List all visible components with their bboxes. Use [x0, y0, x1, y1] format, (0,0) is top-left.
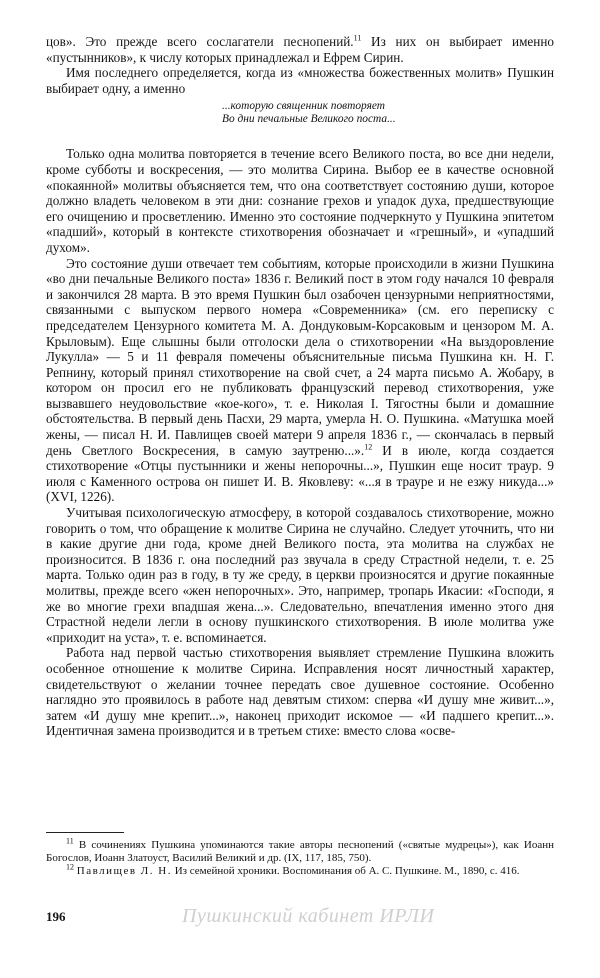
paragraph: [46, 256, 554, 506]
footnote-ref-12[interactable]: 12: [364, 442, 373, 452]
paragraph: Учитывая психологическую атмосферу, в которой создавалось стихотворение, можно говорить о том, что обращение к молитве Сирина не случайно. Следует уточнить, что ни в какие другие дни года, кроме дней Великого поста, эта молитва на службах не произносится. В 1836 г. она последний раз звучала в среду Страстной недели, т. е. 25 марта. Только один раз в году, в ту же среду, в церкви произносятся и другие покаянные молитвы, прежде всего «жен непорочных». Это, например, тропарь Икасии: «Господи, я же во многие грехи впадшая жена...». Следовательно, впечатления именно этого дня Страстной недели легли в основу пушкинского стихотворения. В июле молитва уже «приходит на уста», т. е. вспоминается.: [46, 505, 554, 645]
footnote-author: Павлищев Л. Н.: [76, 865, 172, 877]
paragraph-text: цов». Это прежде всего сослагатели песнопений.: [46, 34, 354, 49]
footnotes: [46, 836, 555, 878]
page-number: 196: [46, 909, 66, 924]
footnote-text: В сочинениях Пушкина упоминаются такие авторы песнопений («святые мудрецы»), как Иоанн Богослов, Иоанн Златоуст, Василий Великий и др. (IX, 117, 185, 750).: [46, 839, 555, 864]
footnote-text: Из семейной хроники. Воспоминания об А. С. Пушкине. М., 1890, с. 416.: [174, 865, 520, 877]
paragraph-text: И в июле, когда создается стихотворение «Отцы пустынники и жены непорочны...», Пушкин еще носит траур. 9 июля с Каменного острова он пишет И. В. Яковлеву: «...я в трауре и не езжу никуда...» (XVI, 1226).: [46, 442, 555, 505]
body-text: [46, 34, 554, 739]
paragraph: Имя последнего определяется, когда из «множества божественных молитв» Пушкин выбирает одну, а именно: [46, 65, 554, 96]
paragraph: Работа над первой частью стихотворения выявляет стремление Пушкина вложить особенное отношение к молитве Сирина. Исправления носят личностный характер, свидетельствуют о желании точнее передать свое душевное состояние. Особенно наглядно это проявилось в работе над девятым стихом: сперва «И душу мне живит...», затем «И душу мне крепит...», наконец приходит искомое — «И падшего крепит...». Идентичная замена производится и в третьем стихе: вместо слова «осве-: [46, 645, 554, 739]
paragraph-text: Это состояние души отвечает тем событиям, которые происходили в жизни Пушкина «во дни печальные Великого поста» 1836 г. Великий пост в этом году начался 10 февраля и закончился 28 марта. В это время Пушкин был озабочен цензурными неприятностями, связанными с выпуском первого номера «Современника» (см. его переписку с председателем Цензурного комитета М. А. Дондуковым-Корсаковым и цензором М. А. Крыловым). Еще слышны были отголоски дела о стихотворении «На выздоровление Лукулла» — 5 и 11 февраля помечены объяснительные письма Пушкина кн. Н. Г. Репнину, который принял стихотворение на свой счет, а 24 марта письмо А. Жобару, в котором он просил его не публиковать французский перевод стихотворения, уже вызвавшего неудовольствие «кое-кого», т. е. Николая I. Тягостны были и домашние обстоятельства. В первый день Пасхи, 29 марта, умерла Н. О. Пушкина. «Матушка моей жены, — писал Н. И. Павлищев своей матери 9 апреля 1836 г., — скончалась в первый день Светлого Воскресения, в самую заутреню...».: [46, 255, 554, 458]
verse-line: Во дни печальные Великого поста...: [222, 113, 396, 126]
paragraph: Только одна молитва повторяется в течение всего Великого поста, во все дни недели, кроме субботы и воскресения, — это молитва Сирина. Выбор ее в качестве основной «покаянной» молитвы объясняется тем, что она соответствует состоянию души, которое должно владеть человеком в эти дни: сознание грехов и упадок духа, предшествующие его очищению и просветлению. Именно это состояние подчеркнуто у Пушкина эпитетом «падший», который в контексте стихотворения обозначает и «грешный», и «упадший духом».: [46, 146, 554, 255]
footnote-number: 11: [66, 836, 74, 846]
watermark: Пушкинский кабинет ИРЛИ: [182, 905, 435, 927]
footnote-11: [46, 836, 555, 865]
verse-quote: [222, 100, 554, 126]
footnote-ref-11[interactable]: 11: [353, 33, 362, 43]
paragraph-text: Из них он выбирает именно «пустынников», к числу которых принадлежал и Ефрем Сирин.: [46, 34, 554, 65]
paragraph-continuation: [46, 34, 554, 65]
verse-line: ...которую священник повторяет: [222, 100, 386, 113]
footnote-divider: [46, 832, 124, 833]
footnote-12: [46, 862, 554, 878]
footnote-number: 12: [66, 862, 74, 872]
